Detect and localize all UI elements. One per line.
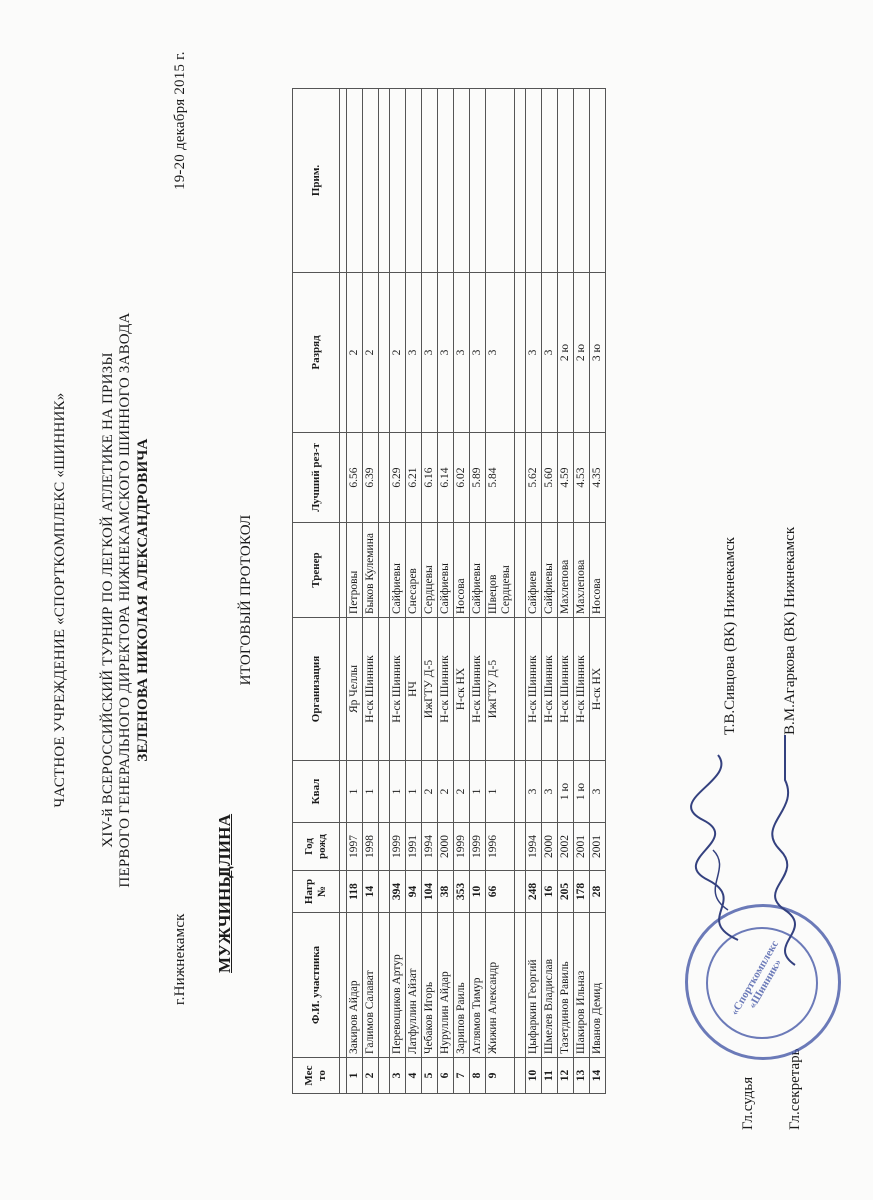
cell-coach: Сайфиевы <box>542 523 558 618</box>
cell-result: 4.59 <box>558 433 574 523</box>
table-row <box>574 89 590 1094</box>
cell-coach: Быков Кулемина <box>363 523 379 618</box>
stamp-text: «Спорткомплекс «Шинник» <box>728 938 785 1018</box>
cell-rank: 2 <box>390 273 406 433</box>
cell-rank: 3 <box>454 273 470 433</box>
cell-name: Закиров Айдар <box>347 913 363 1058</box>
cell-coach: Сердцевы <box>422 523 438 618</box>
cell-name: Иванов Демид <box>590 913 606 1058</box>
cell-name: Латфуллин Айзат <box>406 913 422 1058</box>
cell-note <box>526 89 542 273</box>
cell-note <box>574 89 590 273</box>
cell-org: Н-ск Шинник <box>470 618 486 761</box>
cell-name: Чебаков Игорь <box>422 913 438 1058</box>
cell-place: 11 <box>542 1058 558 1094</box>
cell-qual: 1 <box>486 761 515 823</box>
cell-note <box>422 89 438 273</box>
cell-name: Зарипов Раиль <box>454 913 470 1058</box>
cell-place: 9 <box>486 1058 515 1094</box>
col-qual: Квал <box>293 761 340 823</box>
judge-name: Т.В.Сивцова (ВК) Нижнекамск <box>722 537 738 735</box>
cell-org: Н-ск Шинник <box>574 618 590 761</box>
category: МУЖЧИНЫ <box>215 870 234 973</box>
cell-rank: 3 ю <box>590 273 606 433</box>
cell-qual: 1 ю <box>558 761 574 823</box>
results-body <box>340 89 606 1094</box>
cell-result: 4.35 <box>590 433 606 523</box>
cell-name: Шмелев Владислав <box>542 913 558 1058</box>
table-row <box>526 89 542 1094</box>
cell-result: 5.89 <box>470 433 486 523</box>
secretary-signature <box>760 730 820 970</box>
cell-result: 6.14 <box>438 433 454 523</box>
cell-qual: 2 <box>438 761 454 823</box>
event-name: ДЛИНА <box>215 813 234 878</box>
cell-year: 1998 <box>363 823 379 871</box>
tournament-line-3: ЗЕЛЕНОВА НИКОЛАЯ АЛЕКСАНДРОВИЧА <box>135 438 151 762</box>
cell-name: Тазетдинов Равиль <box>558 913 574 1058</box>
cell-place: 6 <box>438 1058 454 1094</box>
table-row <box>558 89 574 1094</box>
cell-coach: Снесарев <box>406 523 422 618</box>
cell-result: 6.16 <box>422 433 438 523</box>
cell-org: ИжГТУ Д-5 <box>486 618 515 761</box>
table-row <box>422 89 438 1094</box>
cell-note <box>406 89 422 273</box>
cell-note <box>347 89 363 273</box>
cell-rank: 3 <box>526 273 542 433</box>
cell-place: 2 <box>363 1058 379 1094</box>
cell-org: Н-ск НХ <box>590 618 606 761</box>
table-row <box>454 89 470 1094</box>
cell-name: Перевощиков Артур <box>390 913 406 1058</box>
cell-result: 6.29 <box>390 433 406 523</box>
cell-result: 6.21 <box>406 433 422 523</box>
cell-place: 7 <box>454 1058 470 1094</box>
cell-place: 1 <box>347 1058 363 1094</box>
cell-qual: 1 <box>406 761 422 823</box>
cell-year: 2001 <box>574 823 590 871</box>
cell-note <box>486 89 515 273</box>
cell-org: НЧ <box>406 618 422 761</box>
cell-org: Н-ск НХ <box>454 618 470 761</box>
cell-year: 1999 <box>454 823 470 871</box>
cell-qual: 2 <box>454 761 470 823</box>
cell-result: 5.84 <box>486 433 515 523</box>
cell-year: 2002 <box>558 823 574 871</box>
spacer-row <box>340 89 347 1094</box>
table-row <box>542 89 558 1094</box>
cell-qual: 2 <box>422 761 438 823</box>
cell-place: 3 <box>390 1058 406 1094</box>
cell-rank: 2 <box>347 273 363 433</box>
cell-bib: 394 <box>390 871 406 913</box>
cell-bib: 10 <box>470 871 486 913</box>
cell-org: Н-ск Шинник <box>558 618 574 761</box>
cell-rank: 3 <box>406 273 422 433</box>
cell-org: Н-ск Шинник <box>390 618 406 761</box>
col-rank: Разряд <box>293 273 340 433</box>
cell-year: 2000 <box>438 823 454 871</box>
cell-coach: Махлепова <box>558 523 574 618</box>
cell-place: 12 <box>558 1058 574 1094</box>
cell-rank: 3 <box>422 273 438 433</box>
cell-rank: 2 ю <box>558 273 574 433</box>
table-row <box>347 89 363 1094</box>
cell-place: 10 <box>526 1058 542 1094</box>
cell-coach: Сайфиевы <box>438 523 454 618</box>
cell-place: 13 <box>574 1058 590 1094</box>
date: 19-20 декабря 2015 г. <box>172 51 188 190</box>
table-row <box>438 89 454 1094</box>
cell-qual: 3 <box>526 761 542 823</box>
col-name: Ф.И. участника <box>293 913 340 1058</box>
cell-org: Яр Челлы <box>347 618 363 761</box>
cell-place: 4 <box>406 1058 422 1094</box>
header-row <box>293 89 340 1094</box>
cell-place: 8 <box>470 1058 486 1094</box>
cell-bib: 66 <box>486 871 515 913</box>
col-note: Прим. <box>293 89 340 273</box>
cell-org: ИжГТУ Д-5 <box>422 618 438 761</box>
cell-bib: 104 <box>422 871 438 913</box>
cell-name: Нуруллин Айдар <box>438 913 454 1058</box>
cell-bib: 28 <box>590 871 606 913</box>
cell-rank: 2 <box>363 273 379 433</box>
judge-signature <box>688 750 758 950</box>
org-name: ЧАСТНОЕ УЧРЕЖДЕНИЕ «СПОРТКОМПЛЕКС «ШИННИК» <box>52 392 68 808</box>
cell-coach: Махлепова <box>574 523 590 618</box>
cell-note <box>363 89 379 273</box>
col-place: Мес то <box>293 1058 340 1094</box>
cell-name: Жижин Александр <box>486 913 515 1058</box>
cell-result: 6.39 <box>363 433 379 523</box>
col-coach: Тренер <box>293 523 340 618</box>
cell-coach: Носова <box>454 523 470 618</box>
table-row <box>363 89 379 1094</box>
col-result: Лучший рез-т <box>293 433 340 523</box>
cell-qual: 1 <box>470 761 486 823</box>
cell-qual: 3 <box>590 761 606 823</box>
cell-rank: 3 <box>542 273 558 433</box>
cell-note <box>454 89 470 273</box>
table-row <box>486 89 515 1094</box>
cell-bib: 94 <box>406 871 422 913</box>
cell-year: 1999 <box>470 823 486 871</box>
tournament-line-1: XIV-й ВСЕРОССИЙСКИЙ ТУРНИР ПО ЛЕГКОЙ АТЛЕТИКЕ НА ПРИЗЫ <box>100 352 116 848</box>
cell-rank: 3 <box>486 273 515 433</box>
cell-qual: 1 ю <box>574 761 590 823</box>
cell-bib: 14 <box>363 871 379 913</box>
table-row <box>406 89 422 1094</box>
cell-bib: 248 <box>526 871 542 913</box>
table-row <box>590 89 606 1094</box>
spacer-row <box>515 89 526 1094</box>
cell-year: 1999 <box>390 823 406 871</box>
cell-org: Н-ск Шинник <box>526 618 542 761</box>
cell-note <box>542 89 558 273</box>
cell-bib: 16 <box>542 871 558 913</box>
cell-name: Аглямов Тимур <box>470 913 486 1058</box>
cell-place: 14 <box>590 1058 606 1094</box>
results-table <box>292 88 606 1094</box>
cell-year: 1994 <box>422 823 438 871</box>
city: г.Нижнекамск <box>172 913 188 1005</box>
cell-year: 2001 <box>590 823 606 871</box>
cell-place: 5 <box>422 1058 438 1094</box>
cell-name: Галимов Салават <box>363 913 379 1058</box>
doc-title: ИТОГОВЫЙ ПРОТОКОЛ <box>238 514 254 686</box>
cell-coach: Петровы <box>347 523 363 618</box>
cell-org: Н-ск Шинник <box>542 618 558 761</box>
table-row <box>390 89 406 1094</box>
cell-result: 5.62 <box>526 433 542 523</box>
cell-year: 2000 <box>542 823 558 871</box>
cell-note <box>590 89 606 273</box>
table-row <box>470 89 486 1094</box>
cell-qual: 1 <box>347 761 363 823</box>
spacer-row <box>379 89 390 1094</box>
cell-result: 6.56 <box>347 433 363 523</box>
cell-year: 1996 <box>486 823 515 871</box>
cell-name: Шакиров Ильназ <box>574 913 590 1058</box>
cell-bib: 178 <box>574 871 590 913</box>
cell-coach: Сайфиев <box>526 523 542 618</box>
cell-result: 5.60 <box>542 433 558 523</box>
cell-qual: 1 <box>363 761 379 823</box>
tournament-line-2: ПЕРВОГО ГЕНЕРАЛЬНОГО ДИРЕКТОРА НИЖНЕКАМСКОГО ШИННОГО ЗАВОДА <box>117 312 133 888</box>
secretary-label: Гл.секретарь <box>787 1048 803 1130</box>
col-org: Организация <box>293 618 340 761</box>
cell-note <box>470 89 486 273</box>
col-bib: Нагр № <box>293 871 340 913</box>
col-year: Год рожд <box>293 823 340 871</box>
cell-qual: 3 <box>542 761 558 823</box>
cell-result: 6.02 <box>454 433 470 523</box>
cell-coach: Сайфиевы <box>470 523 486 618</box>
cell-note <box>390 89 406 273</box>
cell-note <box>558 89 574 273</box>
cell-name: Цыфаркин Георгий <box>526 913 542 1058</box>
cell-bib: 38 <box>438 871 454 913</box>
cell-rank: 3 <box>438 273 454 433</box>
cell-coach: Сайфиевы <box>390 523 406 618</box>
cell-coach: Швецов Сердцевы <box>486 523 515 618</box>
cell-bib: 118 <box>347 871 363 913</box>
cell-bib: 353 <box>454 871 470 913</box>
secretary-name: В.М.Агаркова (ВК) Нижнекамск <box>782 526 798 735</box>
cell-rank: 3 <box>470 273 486 433</box>
cell-qual: 1 <box>390 761 406 823</box>
cell-org: Н-ск Шинник <box>438 618 454 761</box>
cell-coach: Носова <box>590 523 606 618</box>
cell-year: 1991 <box>406 823 422 871</box>
cell-year: 1994 <box>526 823 542 871</box>
cell-result: 4.53 <box>574 433 590 523</box>
judge-label: Гл.судья <box>740 1076 756 1130</box>
cell-note <box>438 89 454 273</box>
cell-bib: 205 <box>558 871 574 913</box>
cell-org: Н-ск Шинник <box>363 618 379 761</box>
cell-rank: 2 ю <box>574 273 590 433</box>
cell-year: 1997 <box>347 823 363 871</box>
